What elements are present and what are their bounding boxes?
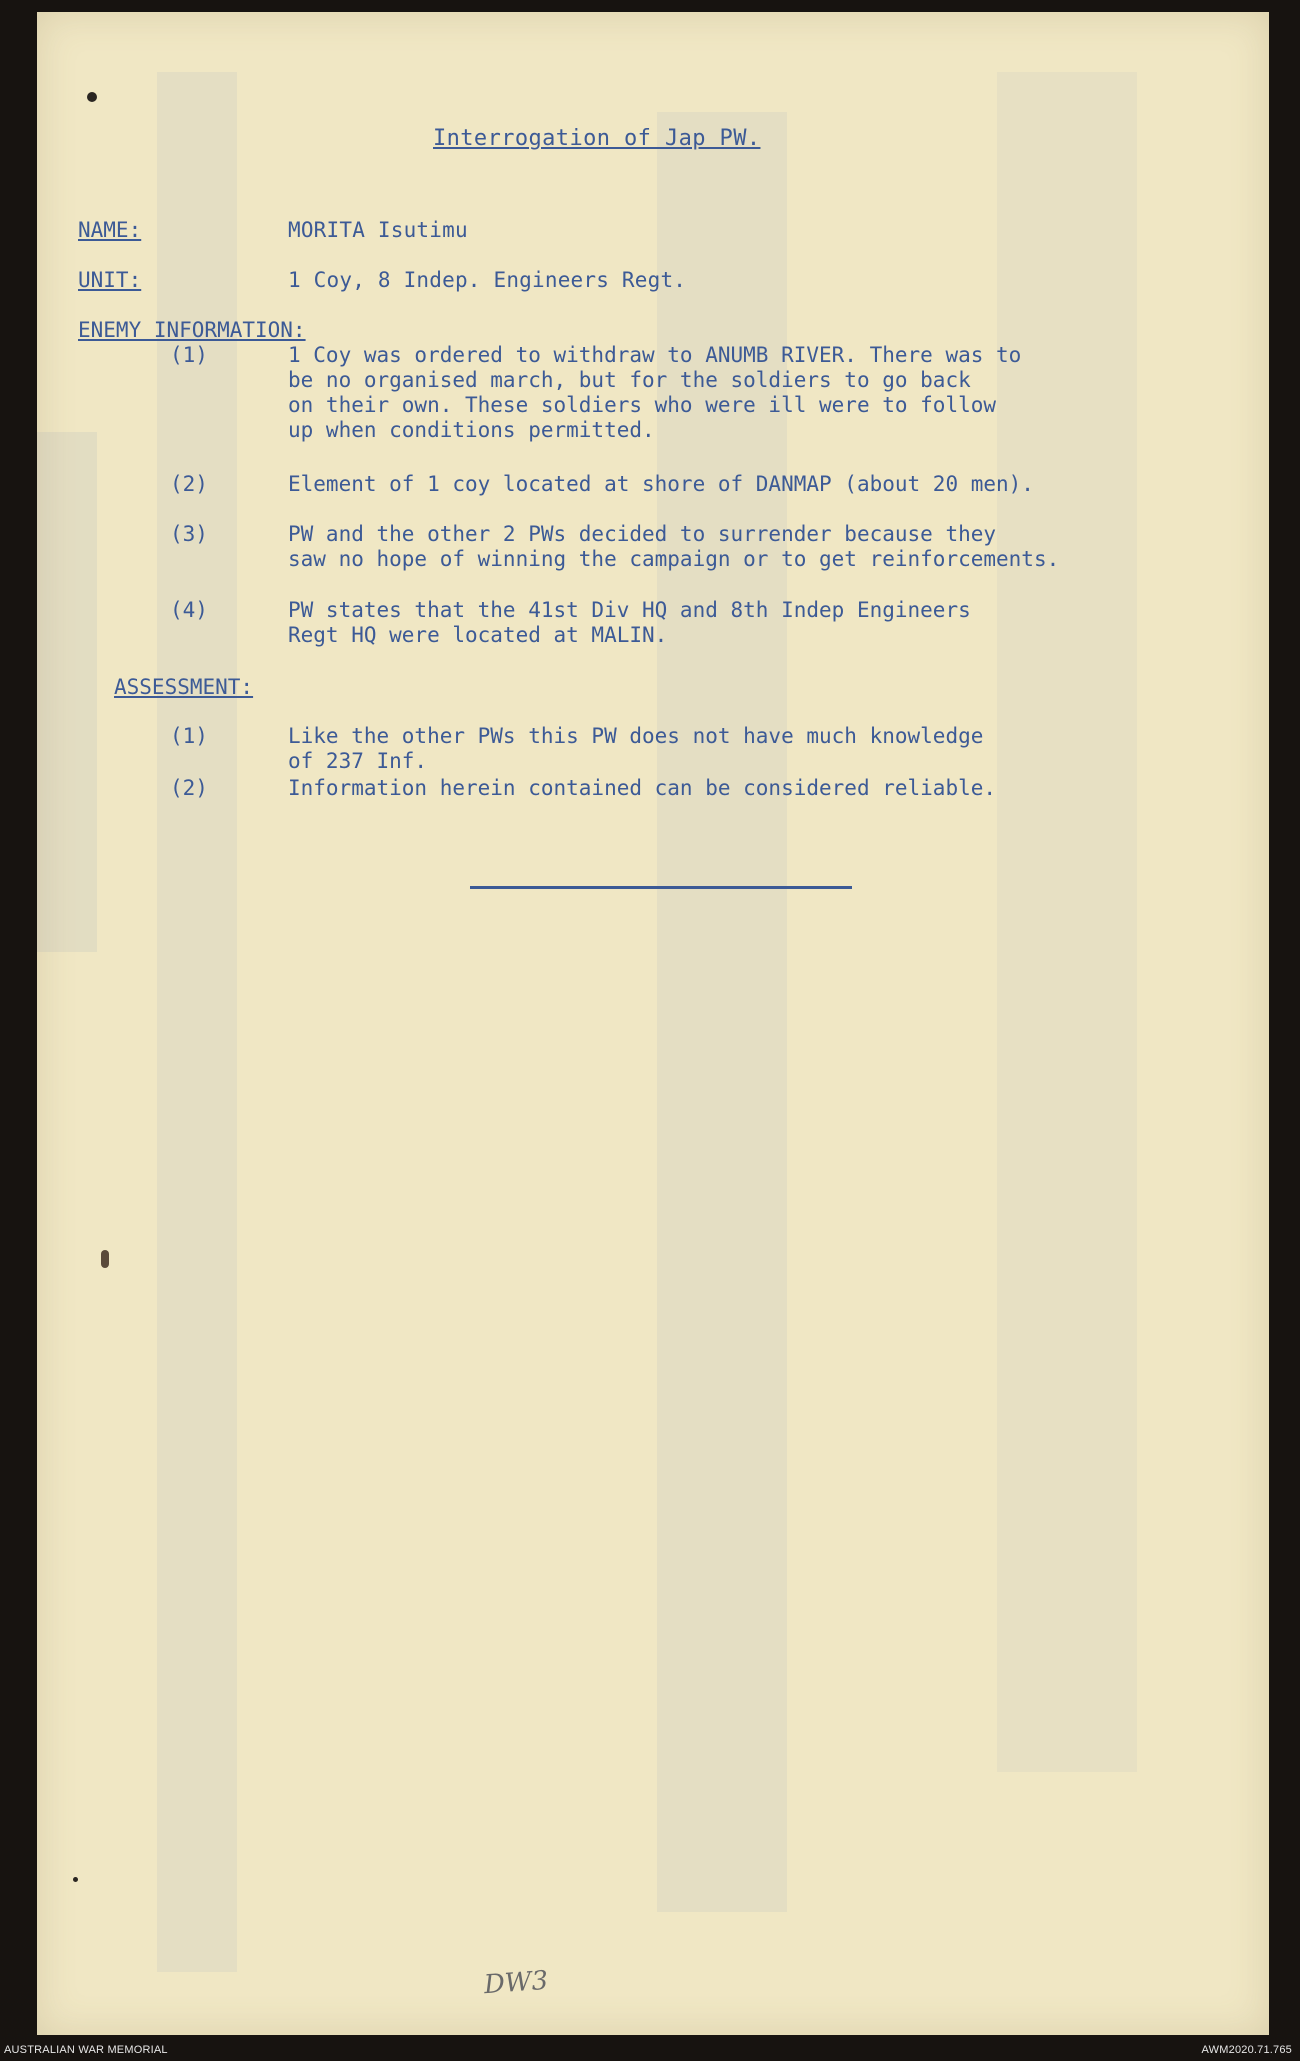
punch-mark <box>87 92 97 102</box>
enemy-information-heading: ENEMY INFORMATION: <box>78 318 306 342</box>
closing-rule <box>470 886 852 889</box>
assessment-item-number: (2) <box>170 776 208 800</box>
punch-mark <box>73 1877 78 1882</box>
document-page <box>37 12 1269 2035</box>
enemy-item-text: 1 Coy was ordered to withdraw to ANUMB RIVER. There was to be no organised march, but for the soldiers to go back on their own. These soldiers who were ill were to follow up when conditions permitted. <box>288 343 1022 442</box>
punch-mark <box>101 1250 109 1268</box>
enemy-item-text: PW states that the 41st Div HQ and 8th Indep Engineers Regt HQ were located at MALIN. <box>288 598 971 647</box>
enemy-item-text: Element of 1 coy located at shore of DANMAP (about 20 men). <box>288 472 1034 496</box>
handwritten-mark: DW3 <box>483 1965 550 2001</box>
footer-accession-number: AWM2020.71.765 <box>1201 2044 1292 2056</box>
assessment-item-text: Like the other PWs this PW does not have much knowledge of 237 Inf. <box>288 724 984 773</box>
name-label: NAME: <box>78 218 142 242</box>
enemy-item-number: (1) <box>170 343 208 367</box>
assessment-item-number: (1) <box>170 724 208 748</box>
name-value: MORITA Isutimu <box>288 218 468 242</box>
enemy-item-number: (4) <box>170 598 208 622</box>
assessment-heading: ASSESSMENT: <box>114 675 254 699</box>
unit-label: UNIT: <box>78 268 142 292</box>
enemy-item-number: (2) <box>170 472 208 496</box>
unit-value: 1 Coy, 8 Indep. Engineers Regt. <box>288 268 687 292</box>
enemy-item-number: (3) <box>170 522 208 546</box>
footer-institution: AUSTRALIAN WAR MEMORIAL <box>4 2044 168 2056</box>
assessment-item-text: Information herein contained can be considered reliable. <box>288 776 997 800</box>
enemy-item-text: PW and the other 2 PWs decided to surrender because they saw no hope of winning the campaign or to get reinforcements. <box>288 522 1060 571</box>
document-title: Interrogation of Jap PW. <box>433 126 761 151</box>
